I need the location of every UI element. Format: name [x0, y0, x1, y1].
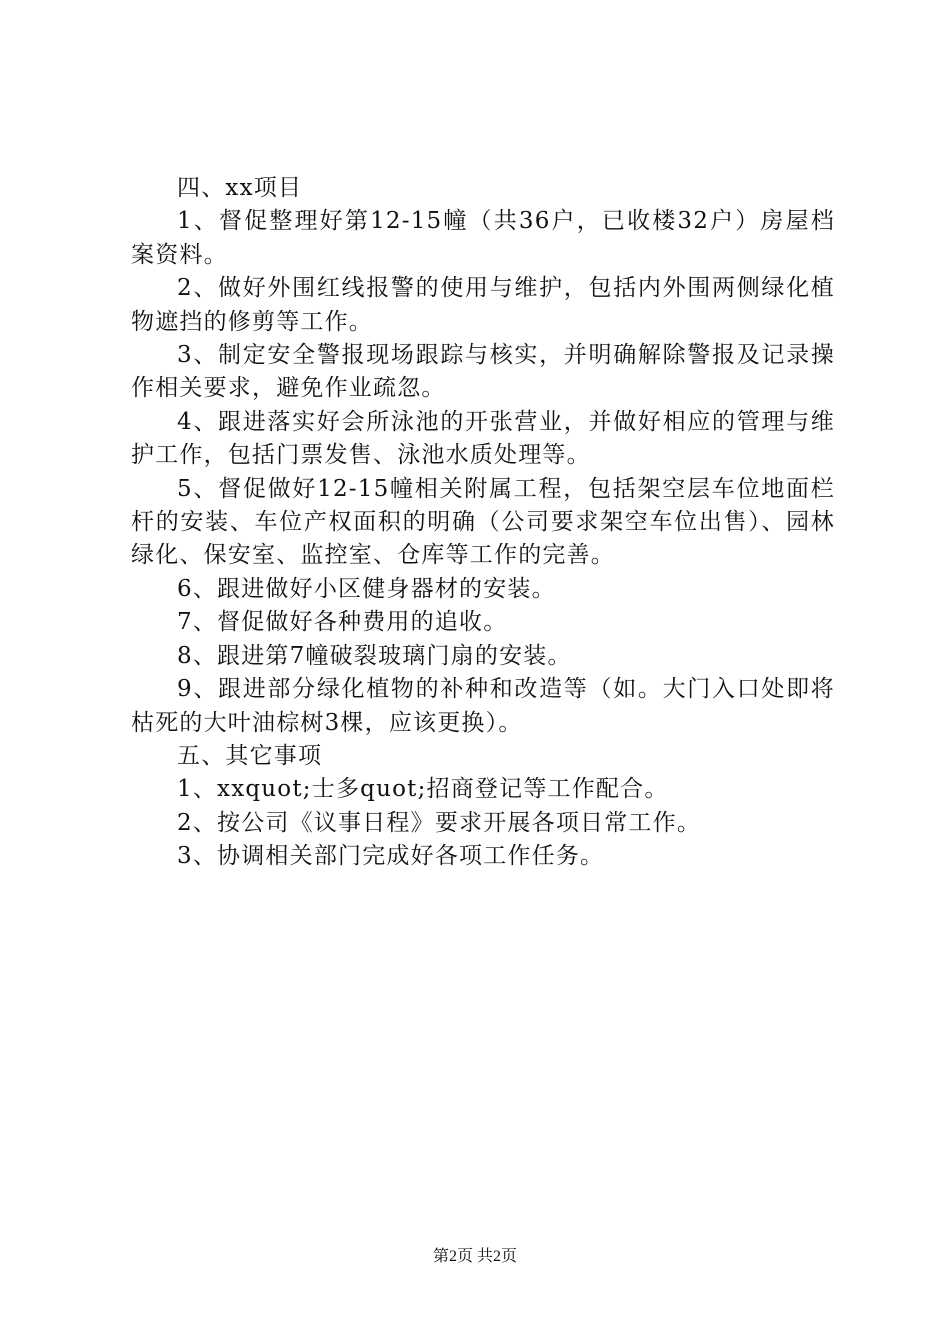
- list-item-5-1: 1、xxquot;士多quot;招商登记等工作配合。: [177, 776, 669, 803]
- list-item-5-2: 2、按公司《议事日程》要求开展各项日常工作。: [177, 809, 702, 836]
- list-item-4-1: 1、督促整理好第12-15幢（共36户，已收楼32户）房屋档案资料。: [131, 208, 835, 268]
- list-item-4-2: 2、做好外围红线报警的使用与维护，包括内外围两侧绿化植物遮挡的修剪等工作。: [131, 275, 835, 335]
- list-item-4-4: 4、跟进落实好会所泳池的开张营业，并做好相应的管理与维护工作，包括门票发售、泳池水质处理等。: [131, 408, 835, 469]
- list-item-4-5: 5、督促做好12-15幢相关附属工程，包括架空层车位地面栏杆的安装、车位产权面积的明确（公司要求架空车位出售）、园林绿化、保安室、监控室、仓库等工作的完善。: [131, 475, 835, 569]
- list-item-4-7: 7、督促做好各种费用的追收。: [177, 609, 508, 636]
- document-body: [131, 172, 835, 874]
- page-footer: 第2页 共2页: [432, 1248, 517, 1265]
- list-item-4-6: 6、跟进做好小区健身器材的安装。: [177, 575, 556, 602]
- list-item-4-3: 3、制定安全警报现场跟踪与核实，并明确解除警报及记录操作相关要求，避免作业疏忽。: [131, 342, 835, 402]
- list-item-4-8: 8、跟进第7幢破裂玻璃门扇的安装。: [177, 642, 572, 669]
- list-item-4-9: 9、跟进部分绿化植物的补种和改造等（如。大门入口处即将枯死的大叶油棕树3棵，应该更换）。: [131, 676, 835, 736]
- section-heading-4: 四、xx项目: [177, 175, 303, 201]
- list-item-5-3: 3、协调相关部门完成好各项工作任务。: [177, 843, 605, 870]
- section-heading-5: 五、其它事项: [177, 742, 323, 769]
